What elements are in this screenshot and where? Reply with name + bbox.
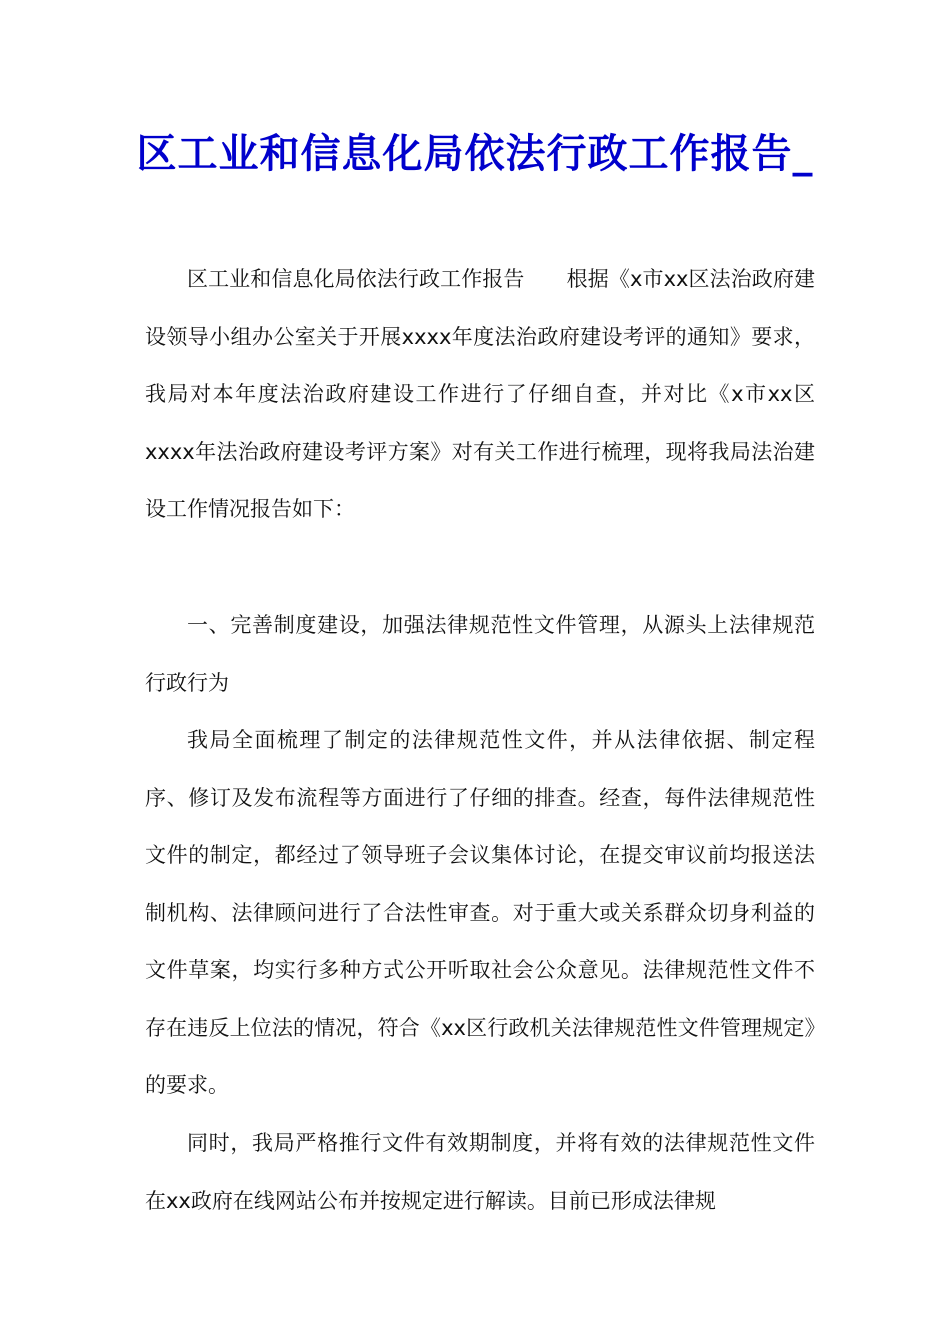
section-heading-block bbox=[145, 597, 815, 712]
section-1-paragraph-2-block bbox=[145, 1115, 815, 1230]
intro-paragraph: 区工业和信息化局依法行政工作报告 根据《x市xx区法治政府建设领导小组办公室关于开展xxxx年度法治政府建设考评的通知》要求，我局对本年度法治政府建设工作进行了仔细自查，并对比《x市xx区xxxx年法治政府建设考评方案》对有关工作进行梳理，现将我局法治建设工作情况报告如下： bbox=[145, 267, 815, 521]
document-title: 区工业和信息化局依法行政工作报告_ bbox=[136, 130, 814, 177]
intro-paragraph-block bbox=[145, 251, 815, 539]
section-1-heading: 一、完善制度建设，加强法律规范性文件管理，从源头上法律规范行政行为 bbox=[145, 613, 815, 695]
section-1-paragraph-1-block bbox=[145, 712, 815, 1115]
section-1-paragraph-1: 我局全面梳理了制定的法律规范性文件，并从法律依据、制定程序、修订及发布流程等方面进行了仔细的排查。经查，每件法律规范性文件的制定，都经过了领导班子会议集体讨论，在提交审议前均报送法制机构、法律顾问进行了合法性审查。对于重大或关系群众切身利益的文件草案，均实行多种方式公开听取社会公众意见。法律规范性文件不存在违反上位法的情况，符合《xx区行政机关法律规范性文件管理规定》的要求。 bbox=[145, 728, 815, 1097]
section-1-paragraph-2: 同时，我局严格推行文件有效期制度，并将有效的法律规范性文件在xx政府在线网站公布并按规定进行解读。目前已形成法律规 bbox=[145, 1131, 815, 1213]
